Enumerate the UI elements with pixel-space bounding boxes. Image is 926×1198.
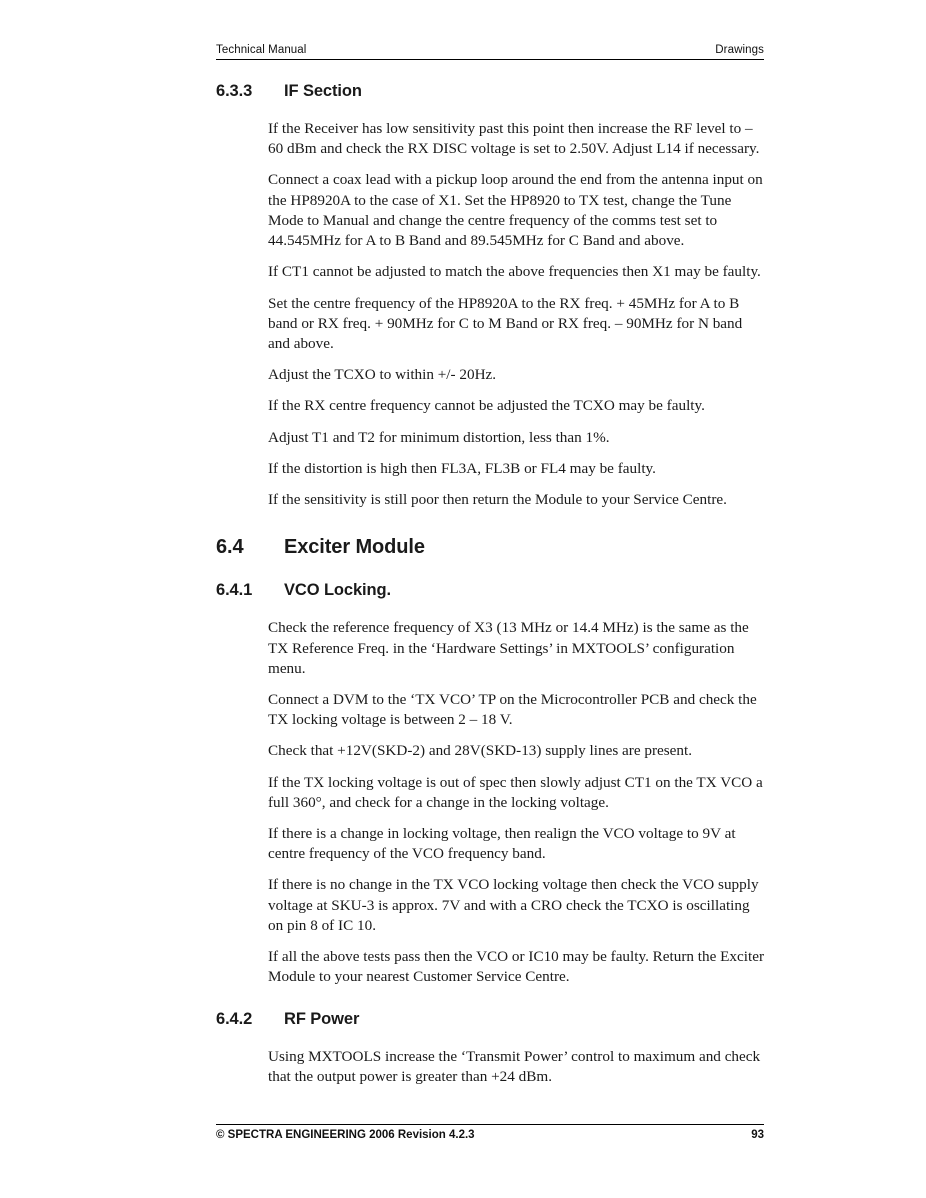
heading-6-4 <box>216 536 764 559</box>
paragraph: If the distortion is high then FL3A, FL3B or FL4 may be faulty. <box>268 459 656 477</box>
section-body-6-4-1 <box>268 618 764 987</box>
section-body-6-3-3 <box>268 119 764 510</box>
paragraph: If the Receiver has low sensitivity past this point then increase the RF level to –60 dBm and check the RX DISC voltage is set to 2.50V. Adjust L14 if necessary. <box>268 120 760 158</box>
paragraph: Check that +12V(SKD-2) and 28V(SKD-13) supply lines are present. <box>268 742 693 760</box>
paragraph: If there is a change in locking voltage, then realign the VCO voltage to 9V at centre frequency of the VCO frequency band. <box>268 825 736 863</box>
heading-6-3-3 <box>216 82 764 101</box>
heading-title: IF Section <box>284 82 362 100</box>
page-footer <box>216 1124 764 1141</box>
heading-6-4-1 <box>216 581 764 600</box>
paragraph: If all the above tests pass then the VCO or IC10 may be faulty. Return the Exciter Module to your nearest Customer Service Centre. <box>268 948 764 986</box>
heading-title: VCO Locking. <box>284 581 391 600</box>
page-header <box>216 44 764 60</box>
paragraph: If the TX locking voltage is out of spec then slowly adjust CT1 on the TX VCO a full 360°, and check for a change in the locking voltage. <box>268 773 763 811</box>
paragraph: If the RX centre frequency cannot be adjusted the TCXO may be faulty. <box>268 397 705 415</box>
paragraph: Using MXTOOLS increase the ‘Transmit Power’ control to maximum and check that the output power is greater than +24 dBm. <box>268 1047 761 1085</box>
paragraph: Adjust T1 and T2 for minimum distortion, less than 1%. <box>268 428 610 446</box>
paragraph: Connect a coax lead with a pickup loop around the end from the antenna input on the HP8920A to the case of X1. Set the HP8920 to TX test, change the Tune Mode to Manual and change the centre frequency of the comms test set to 44.545MHz for A to B Band and 89.545MHz for C Band and above. <box>268 171 763 250</box>
header-left-text: Technical Manual <box>216 44 307 56</box>
paragraph: Set the centre frequency of the HP8920A to the RX freq. + 45MHz for A to B band or RX freq. + 90MHz for C to M Band or RX freq. – 90MHz for N band and above. <box>268 294 743 352</box>
heading-number: 6.3.3 <box>216 82 253 100</box>
paragraph: Connect a DVM to the ‘TX VCO’ TP on the Microcontroller PCB and check the TX locking voltage is between 2 – 18 V. <box>268 690 757 729</box>
paragraph: Check the reference frequency of X3 (13 MHz or 14.4 MHz) is the same as the TX Reference Freq. in the ‘Hardware Settings’ in MXTOOLS’ configuration menu. <box>268 619 749 677</box>
footer-copyright: © SPECTRA ENGINEERING 2006 Revision 4.2.3 <box>216 1129 475 1141</box>
header-right-text: Drawings <box>715 44 764 56</box>
section-body-6-4-2 <box>268 1047 764 1087</box>
heading-number: 6.4.2 <box>216 1009 253 1028</box>
footer-page-number: 93 <box>751 1129 764 1141</box>
page-content <box>216 44 764 1098</box>
heading-number: 6.4 <box>216 536 244 559</box>
paragraph: If the sensitivity is still poor then return the Module to your Service Centre. <box>268 491 727 509</box>
heading-title: Exciter Module <box>284 536 425 559</box>
paragraph: If CT1 cannot be adjusted to match the above frequencies then X1 may be faulty. <box>268 263 761 281</box>
paragraph: If there is no change in the TX VCO locking voltage then check the VCO supply voltage at SKU-3 is approx. 7V and with a CRO check the TCXO is oscillating on pin 8 of IC 10. <box>268 876 759 934</box>
heading-title: RF Power <box>284 1009 360 1028</box>
heading-number: 6.4.1 <box>216 581 253 600</box>
heading-6-4-2 <box>216 1010 764 1029</box>
paragraph: Adjust the TCXO to within +/- 20Hz. <box>268 366 497 384</box>
